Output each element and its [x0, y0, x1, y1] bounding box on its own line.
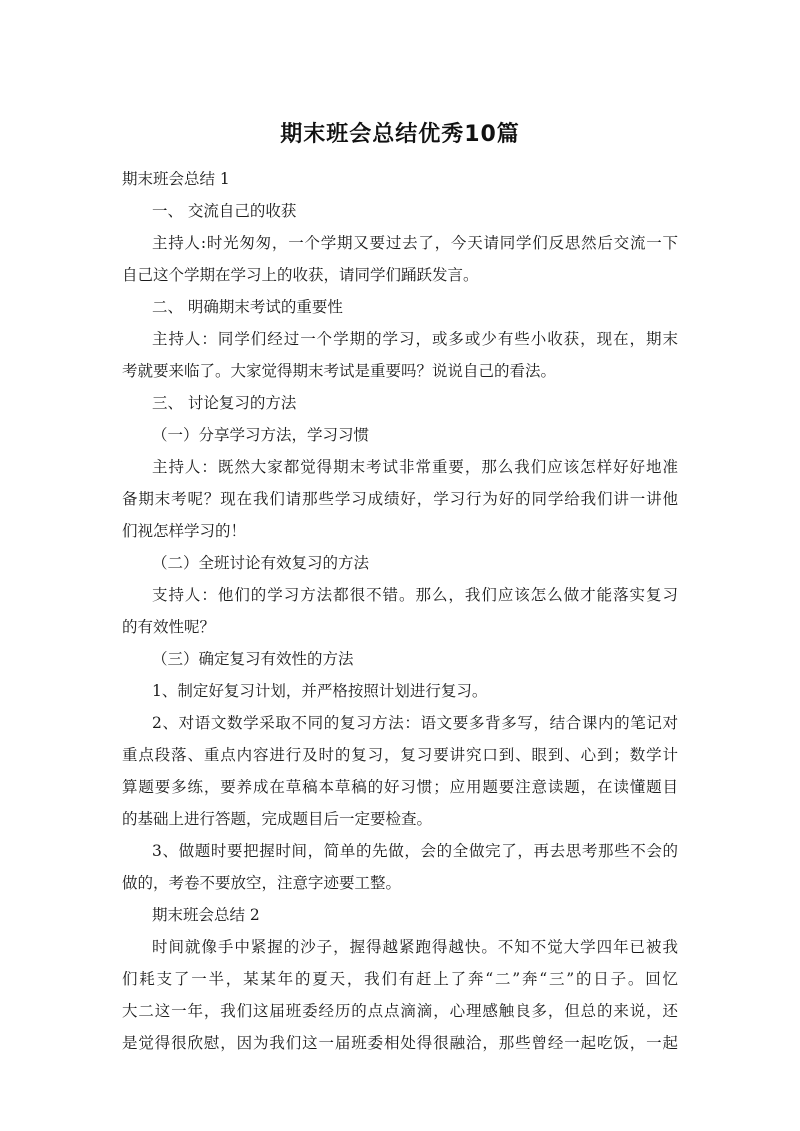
paragraph-line: 的有效性呢？ [122, 618, 216, 636]
paragraph-line: 大二这一年，我们这届班委经历的点点滴滴，心理感触良多，但总的来说，还 [122, 1002, 678, 1020]
paragraph-line: 是觉得很欣慰，因为我们这一届班委相处得很融洽，那些曾经一起吃饭，一起 [122, 1034, 678, 1052]
section-heading-2: 期末班会总结 2 [152, 906, 260, 924]
document-body [122, 163, 678, 1059]
list-item-2: 2、对语文数学采取不同的复习方法：语文要多背多写，结合课内的笔记对 [152, 714, 678, 732]
section-heading: 期末班会总结 1 [122, 170, 230, 188]
paragraph-line: 的基础上进行答题，完成题目后一定要检查。 [122, 810, 433, 828]
paragraph-line: 算题要多练，要养成在草稿本草稿的好习惯；应用题要注意读题，在读懂题目 [122, 778, 678, 796]
section-item-1: 一、 交流自己的收获 [152, 202, 297, 220]
section-item-3: 三、 讨论复习的方法 [152, 394, 297, 412]
paragraph-line: 们耗支了一半，某某年的夏天，我们有赶上了奔“二”奔“三”的日子。回忆 [122, 970, 678, 988]
document-title: 期末班会总结优秀10篇 [280, 122, 520, 147]
subsection-3: （三）确定复习有效性的方法 [152, 650, 354, 668]
subsection-1: （一）分享学习方法，学习习惯 [152, 426, 370, 444]
paragraph-line: 考就要来临了。大家觉得期末考试是重要吗？说说自己的看法。 [122, 362, 557, 380]
paragraph-line: 主持人：同学们经过一个学期的学习，或多或少有些小收获，现在，期末 [152, 330, 678, 348]
paragraph-line: 支持人：他们的学习方法都很不错。那么，我们应该怎么做才能落实复习 [152, 586, 678, 604]
paragraph-line: 备期末考呢？现在我们请那些学习成绩好，学习行为好的同学给我们讲一讲他 [122, 490, 678, 508]
paragraph-line: 们视怎样学习的！ [122, 522, 247, 540]
paragraph-line: 自己这个学期在学习上的收获，请同学们踊跃发言。 [122, 266, 479, 284]
list-item-3: 3、做题时要把握时间，简单的先做，会的全做完了，再去思考那些不会的 [152, 842, 678, 860]
paragraph-line: 时间就像手中紧握的沙子，握得越紧跑得越快。不知不觉大学四年已被我 [152, 938, 678, 956]
list-item-1: 1、制定好复习计划，并严格按照计划进行复习。 [152, 682, 488, 700]
paragraph-line: 做的，考卷不要放空，注意字迹要工整。 [122, 874, 402, 892]
paragraph-line: 主持人:时光匆匆，一个学期又要过去了，今天请同学们反思然后交流一下 [152, 234, 678, 252]
paragraph-line: 主持人：既然大家都觉得期末考试非常重要，那么我们应该怎样好好地准 [152, 458, 678, 476]
section-item-2: 二、 明确期末考试的重要性 [152, 298, 343, 316]
subsection-2: （二）全班讨论有效复习的方法 [152, 554, 370, 572]
paragraph-line: 重点段落、重点内容进行及时的复习，复习要讲究口到、眼到、心到；数学计 [122, 746, 678, 764]
